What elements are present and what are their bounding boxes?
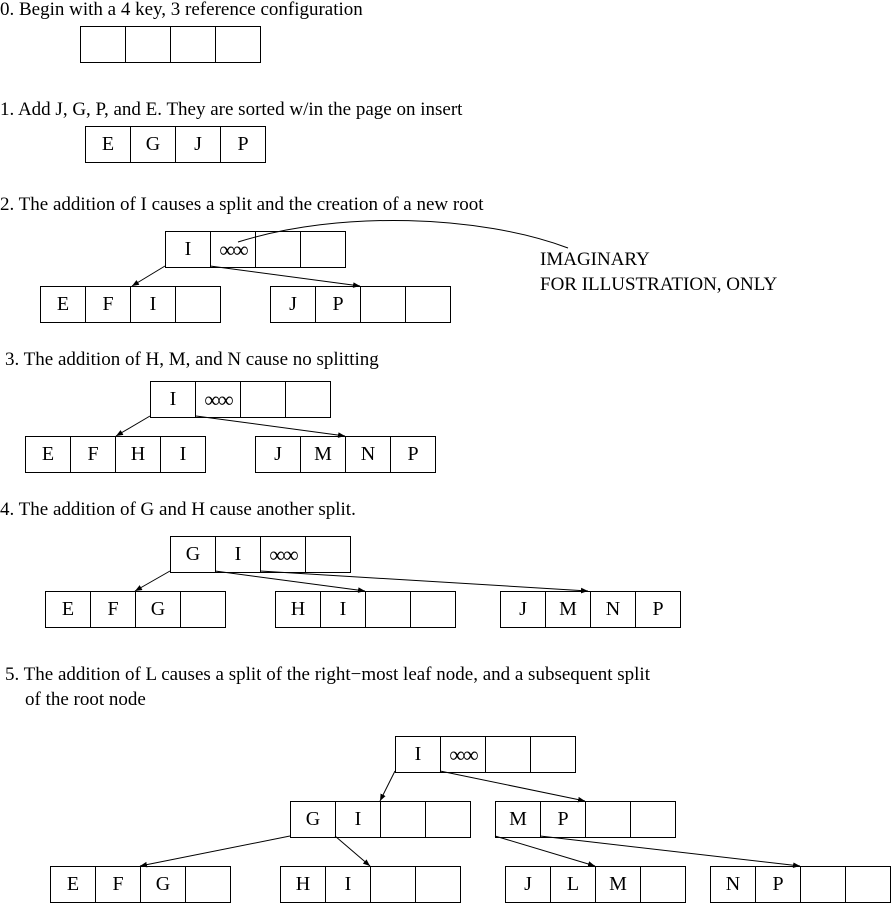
key-cell [710, 866, 756, 903]
key-label: G [150, 598, 166, 620]
key-cell [410, 591, 456, 628]
key-label: P [407, 443, 419, 465]
leaf-node [710, 866, 890, 901]
annotation-label: IMAGINARY [540, 249, 650, 270]
pointer-arrow [196, 416, 345, 436]
key-cell [345, 436, 391, 473]
key-cell [635, 591, 681, 628]
pointer-arrow [140, 836, 290, 866]
key-label: N [605, 598, 621, 620]
key-cell [485, 736, 531, 773]
key-label: F [87, 443, 99, 465]
key-cell [590, 591, 636, 628]
key-cell [305, 536, 351, 573]
key-cell [495, 801, 541, 838]
root-node [150, 381, 330, 416]
key-label: M [314, 443, 332, 465]
key-cell [270, 286, 316, 323]
key-cell [530, 736, 576, 773]
pointer-arrow [335, 836, 370, 866]
key-cell [395, 736, 441, 773]
key-label: E [41, 443, 55, 465]
key-cell [240, 381, 286, 418]
key-label: M [559, 598, 577, 620]
key-cell [845, 866, 891, 903]
key-cell [175, 126, 221, 163]
key-cell [220, 126, 266, 163]
step-5-caption-continued: of the root node [25, 689, 146, 710]
leaf-node [50, 866, 230, 901]
key-label: E [66, 873, 80, 895]
key-cell [45, 591, 91, 628]
infinity-key: ∞∞ [269, 541, 297, 567]
key-label: G [305, 808, 321, 830]
key-cell [275, 591, 321, 628]
pointer-arrow [260, 571, 588, 591]
pointer-arrow [132, 266, 165, 286]
key-cell [380, 801, 426, 838]
key-cell [140, 866, 186, 903]
key-label: I [169, 388, 177, 410]
leaf-node [40, 286, 220, 321]
key-cell [365, 591, 411, 628]
key-cell [255, 436, 301, 473]
key-label: J [274, 443, 282, 465]
key-label: N [725, 873, 741, 895]
key-cell [215, 536, 261, 573]
leaf-node [45, 591, 225, 626]
key-cell [545, 591, 591, 628]
annotation-label-detail: FOR ILLUSTRATION, ONLY [540, 274, 778, 295]
internal-node [290, 801, 470, 836]
key-cell [170, 26, 216, 63]
key-label: N [360, 443, 376, 465]
key-label: L [566, 873, 580, 895]
key-cell [585, 801, 631, 838]
key-cell [425, 801, 471, 838]
key-label: H [295, 873, 311, 895]
key-cell [210, 231, 256, 268]
key-cell [540, 801, 586, 838]
key-label: J [289, 293, 297, 315]
key-cell [40, 286, 86, 323]
key-cell [320, 591, 366, 628]
key-cell [325, 866, 371, 903]
key-cell [185, 866, 231, 903]
pointer-arrow [135, 571, 170, 591]
leaf-node [85, 126, 265, 161]
key-label: G [155, 873, 171, 895]
empty-node [80, 26, 260, 61]
key-cell [640, 866, 686, 903]
key-cell [85, 286, 131, 323]
key-cell [390, 436, 436, 473]
leaf-node [255, 436, 435, 471]
key-cell [500, 591, 546, 628]
pointer-arrow [380, 771, 395, 801]
key-cell [175, 286, 221, 323]
key-cell [125, 26, 171, 63]
key-cell [280, 866, 326, 903]
key-label: J [524, 873, 532, 895]
pointer-arrow [210, 266, 360, 286]
key-cell [505, 866, 551, 903]
key-label: F [112, 873, 124, 895]
key-label: I [184, 238, 192, 260]
key-cell [595, 866, 641, 903]
key-label: P [332, 293, 344, 315]
key-cell [90, 591, 136, 628]
key-label: I [344, 873, 352, 895]
leaf-node [275, 591, 455, 626]
key-label: M [609, 873, 627, 895]
key-cell [215, 26, 261, 63]
key-cell [335, 801, 381, 838]
key-label: I [354, 808, 362, 830]
key-label: E [56, 293, 70, 315]
key-cell [95, 866, 141, 903]
key-label: H [130, 443, 146, 465]
key-cell [630, 801, 676, 838]
key-cell [300, 436, 346, 473]
infinity-key: ∞∞ [204, 386, 232, 412]
pointer-arrow [116, 416, 150, 436]
key-cell [755, 866, 801, 903]
leaf-node [25, 436, 205, 471]
key-cell [135, 591, 181, 628]
key-cell [130, 286, 176, 323]
key-label: E [101, 133, 115, 155]
infinity-key: ∞∞ [219, 236, 247, 262]
key-cell [160, 436, 206, 473]
step-2-caption: 2. The addition of I causes a split and the creation of a new root [0, 194, 484, 215]
leaf-node [505, 866, 685, 901]
key-cell [80, 26, 126, 63]
key-cell [285, 381, 331, 418]
key-cell [50, 866, 96, 903]
root-node [165, 231, 345, 266]
key-cell [255, 231, 301, 268]
key-label: G [185, 543, 201, 565]
key-cell [370, 866, 416, 903]
key-label: I [179, 443, 187, 465]
key-label: P [557, 808, 569, 830]
key-label: M [509, 808, 527, 830]
key-label: H [290, 598, 306, 620]
key-cell [115, 436, 161, 473]
key-cell [180, 591, 226, 628]
key-cell [300, 231, 346, 268]
key-cell [130, 126, 176, 163]
key-cell [360, 286, 406, 323]
step-4-caption: 4. The addition of G and H cause another split. [0, 499, 356, 520]
key-cell [440, 736, 486, 773]
key-cell [25, 436, 71, 473]
key-label: J [519, 598, 527, 620]
key-label: F [102, 293, 114, 315]
infinity-key: ∞∞ [449, 741, 477, 767]
key-label: I [234, 543, 242, 565]
step-3-caption: 3. The addition of H, M, and N cause no splitting [5, 349, 379, 370]
key-label: P [237, 133, 249, 155]
key-label: I [149, 293, 157, 315]
key-label: I [339, 598, 347, 620]
key-label: P [652, 598, 664, 620]
key-cell [550, 866, 596, 903]
key-cell [315, 286, 361, 323]
key-cell [150, 381, 196, 418]
root-node [395, 736, 575, 771]
key-cell [415, 866, 461, 903]
pointer-arrow [440, 771, 585, 801]
step-0-caption: 0. Begin with a 4 key, 3 reference configuration [0, 0, 363, 20]
key-label: G [145, 133, 161, 155]
leaf-node [270, 286, 450, 321]
key-label: E [61, 598, 75, 620]
key-cell [290, 801, 336, 838]
root-node [170, 536, 350, 571]
key-cell [165, 231, 211, 268]
key-cell [195, 381, 241, 418]
key-cell [405, 286, 451, 323]
step-1-caption: 1. Add J, G, P, and E. They are sorted w/in the page on insert [0, 99, 463, 120]
leaf-node [280, 866, 460, 901]
leaf-node [500, 591, 680, 626]
key-cell [170, 536, 216, 573]
key-label: P [772, 873, 784, 895]
key-label: F [107, 598, 119, 620]
key-cell [85, 126, 131, 163]
key-cell [70, 436, 116, 473]
internal-node [495, 801, 675, 836]
key-cell [260, 536, 306, 573]
key-label: J [194, 133, 202, 155]
key-label: I [414, 743, 422, 765]
key-cell [800, 866, 846, 903]
step-5-caption: 5. The addition of L causes a split of the right−most leaf node, and a subsequent split [5, 664, 650, 685]
pointer-arrow [215, 571, 365, 591]
